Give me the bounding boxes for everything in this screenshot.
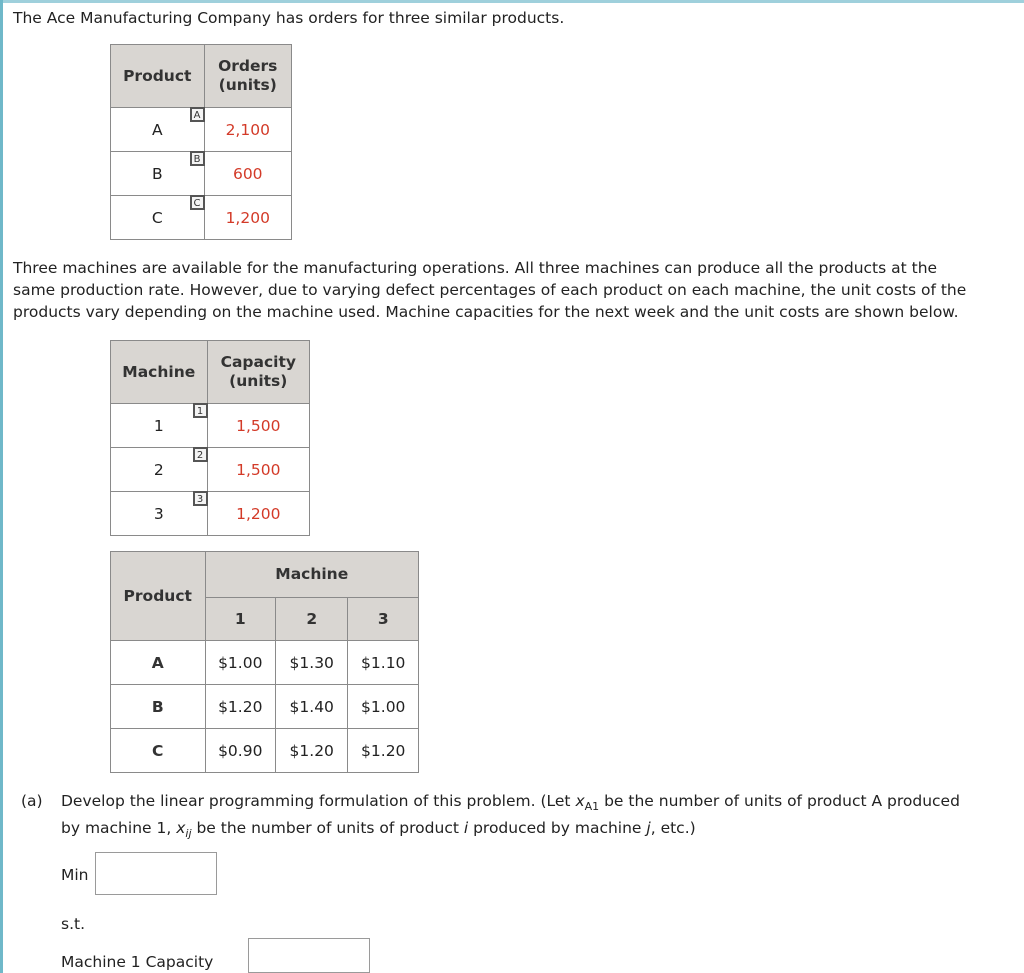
- cost-product-label: B: [111, 685, 206, 729]
- capacity-value: 1,200: [207, 492, 309, 536]
- row-badge-icon: 2: [193, 447, 208, 462]
- cost-value: $1.20: [205, 685, 276, 729]
- variable-subscript: A1: [584, 800, 600, 814]
- st-label: s.t.: [61, 915, 86, 933]
- row-badge-icon: 1: [193, 403, 208, 418]
- question-text: be the number of units of product: [191, 819, 464, 837]
- machine-label: 3: [153, 504, 164, 523]
- table-row: [111, 448, 310, 492]
- machines-paragraph-line1: Three machines are available for the manufacturing operations. All three machines can produce all the products at the: [13, 259, 938, 277]
- cost-value: $1.00: [348, 685, 419, 729]
- row-badge-icon: C: [190, 195, 205, 210]
- cost-product-label: A: [111, 641, 206, 685]
- capacity-table: [110, 340, 310, 536]
- table-row: [111, 108, 292, 152]
- capacity-machine-cell: [111, 404, 208, 448]
- orders-product-cell: [111, 108, 205, 152]
- variable-i: i: [463, 819, 469, 837]
- question-text: Develop the linear programming formulation of this problem. (Let: [61, 792, 576, 810]
- left-border: [0, 0, 3, 973]
- intro-text: The Ace Manufacturing Company has orders for three similar products.: [13, 9, 565, 27]
- cost-header-product-cell: [111, 552, 206, 641]
- table-row: [111, 196, 292, 240]
- product-label: B: [151, 164, 163, 183]
- table-row: [111, 685, 419, 729]
- capacity-value: 1,500: [207, 448, 309, 492]
- cost-value: $1.00: [205, 641, 276, 685]
- orders-value: 600: [204, 152, 291, 196]
- question-label: (a): [21, 792, 43, 810]
- min-label: Min: [61, 866, 89, 884]
- machine-label: 1: [153, 416, 164, 435]
- orders-table: [110, 44, 292, 240]
- machines-paragraph-line3: products vary depending on the machine used. Machine capacities for the next week and the unit costs are shown below.: [13, 303, 959, 321]
- cost-header-machine-2: 2: [276, 598, 348, 641]
- capacity-machine-cell: [111, 448, 208, 492]
- product-label: A: [151, 120, 163, 139]
- machine-1-capacity-input[interactable]: [248, 938, 370, 973]
- cost-header-machine-1: 1: [205, 598, 276, 641]
- cost-header-product: Product: [123, 586, 192, 605]
- variable-x: x: [575, 792, 585, 810]
- table-row: [111, 152, 292, 196]
- question-text: , etc.): [650, 819, 696, 837]
- table-row: [111, 729, 419, 773]
- orders-value: 2,100: [204, 108, 291, 152]
- capacity-header-line2: (units): [229, 372, 288, 390]
- question-text: be the number of units of product A produced: [599, 792, 960, 810]
- cost-header-machine: Machine: [205, 552, 419, 598]
- row-badge-icon: A: [190, 107, 205, 122]
- capacity-machine-cell: [111, 492, 208, 536]
- capacity-header-line1: Capacity: [220, 353, 296, 371]
- question-text: by machine 1,: [61, 819, 177, 837]
- cost-value: $1.30: [276, 641, 348, 685]
- orders-header-orders: [204, 45, 291, 108]
- capacity-header-capacity: [207, 341, 309, 404]
- orders-header-line1: Orders: [218, 57, 278, 75]
- capacity-header-machine: Machine: [111, 341, 208, 404]
- machine-label: 2: [153, 460, 164, 479]
- variable-j: j: [646, 819, 651, 837]
- top-border: [0, 0, 1024, 3]
- table-row: [111, 404, 310, 448]
- orders-header-product: Product: [111, 45, 205, 108]
- question-line1: [61, 790, 960, 818]
- orders-product-cell: [111, 196, 205, 240]
- objective-input[interactable]: [95, 852, 217, 895]
- machine-1-capacity-label: Machine 1 Capacity: [61, 953, 214, 971]
- question-line2: [61, 817, 696, 845]
- orders-header-line2: (units): [218, 76, 277, 94]
- machines-paragraph-line2: same production rate. However, due to varying defect percentages of each product on each machine, the unit costs of the: [13, 281, 967, 299]
- table-row: [111, 641, 419, 685]
- cost-product-label: C: [111, 729, 206, 773]
- cost-value: $1.10: [348, 641, 419, 685]
- cost-value: $1.20: [276, 729, 348, 773]
- row-badge-icon: 3: [193, 491, 208, 506]
- row-badge-icon: B: [190, 151, 205, 166]
- orders-value: 1,200: [204, 196, 291, 240]
- cost-value: $1.40: [276, 685, 348, 729]
- question-text: produced by machine: [468, 819, 647, 837]
- variable-x: x: [176, 819, 186, 837]
- cost-value: $0.90: [205, 729, 276, 773]
- capacity-value: 1,500: [207, 404, 309, 448]
- table-row: [111, 492, 310, 536]
- product-label: C: [151, 208, 163, 227]
- cost-value: $1.20: [348, 729, 419, 773]
- orders-product-cell: [111, 152, 205, 196]
- cost-header-machine-3: 3: [348, 598, 419, 641]
- cost-table: [110, 551, 419, 773]
- variable-subscript: ij: [185, 827, 192, 841]
